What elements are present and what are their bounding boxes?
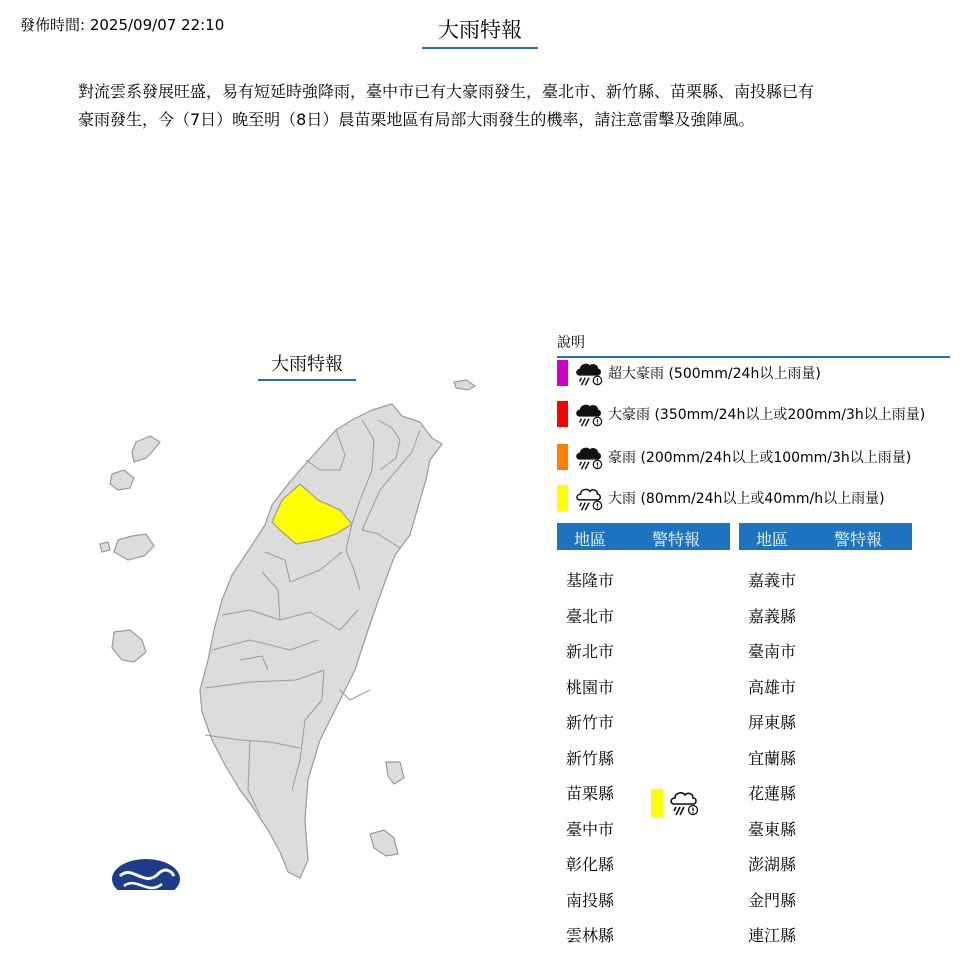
legend-swatch: [557, 485, 568, 511]
legend-item: [557, 399, 925, 429]
legend-swatch: [557, 401, 568, 427]
region-name: 連江縣: [748, 926, 797, 945]
taiwan-island-outline: [200, 404, 442, 878]
publish-time: 發佈時間: 2025/09/07 22:10: [20, 16, 225, 34]
penghu-island: [112, 630, 146, 662]
legend-item: [557, 358, 821, 388]
region-name: 澎湖縣: [748, 855, 797, 874]
legend-label: 大雨 (80mm/24h以上或40mm/h以上雨量): [608, 491, 885, 507]
region-name: 基隆市: [566, 571, 615, 590]
region-name: 高雄市: [748, 677, 797, 697]
legend-swatch: [557, 360, 568, 386]
map-title: 大雨特報: [258, 350, 356, 381]
region-name: 臺中市: [566, 819, 615, 839]
legend-label: 豪雨 (200mm/24h以上或100mm/3h以上雨量): [608, 450, 912, 466]
region-name: 桃園市: [566, 677, 615, 697]
penghu-island: [114, 534, 154, 560]
green-island: [386, 762, 404, 784]
header-warning: 警特報: [834, 530, 883, 549]
kinmen-island: [132, 436, 160, 462]
legend-item: [557, 442, 911, 472]
region-name: 宜蘭縣: [748, 748, 797, 768]
kinmen-island: [110, 470, 134, 490]
orchid-island: [370, 830, 398, 856]
table-header-right: [739, 523, 912, 550]
region-name: 嘉義縣: [748, 606, 797, 626]
penghu-island: [100, 542, 110, 552]
matsu-island: [454, 380, 475, 390]
region-name: 雲林縣: [566, 926, 615, 945]
thunder-heavy-rain-icon: [574, 399, 604, 429]
table-header-left: [557, 523, 730, 550]
region-name: 臺南市: [748, 642, 797, 661]
legend-swatch: [557, 444, 568, 470]
legend-label: 超大豪雨 (500mm/24h以上雨量): [608, 366, 821, 382]
taiwan-main-island: [200, 404, 442, 878]
thunder-heavy-rain-icon: [574, 442, 604, 472]
taiwan-map: [95, 370, 495, 890]
header-region: 地區: [574, 530, 607, 549]
region-name: 新北市: [566, 642, 615, 661]
header-warning: 警特報: [652, 530, 701, 549]
rain-cloud-icon: [574, 483, 604, 513]
header-region: 地區: [756, 530, 789, 549]
region-name: 彰化縣: [566, 855, 615, 874]
region-name: 臺北市: [566, 606, 615, 626]
region-name: 金門縣: [748, 890, 797, 910]
legend-label: 大豪雨 (350mm/24h以上或200mm/3h以上雨量): [608, 407, 926, 423]
region-name: 苗栗縣: [566, 784, 615, 803]
description-line-2: 豪雨發生，今（7日）晚至明（8日）晨苗栗地區有局部大雨發生的機率，請注意雷擊及強陣風。: [78, 110, 755, 129]
region-name: 花蓮縣: [748, 784, 797, 803]
rain-cloud-icon: [668, 786, 700, 818]
legend-title: 說明: [557, 332, 950, 358]
thunder-heavy-rain-icon: [574, 358, 604, 388]
region-name: 新竹縣: [566, 748, 615, 768]
page-title: 大雨特報: [422, 14, 538, 49]
region-name: 屏東縣: [748, 713, 797, 732]
region-name: 臺東縣: [748, 819, 797, 839]
region-name: 南投縣: [566, 890, 615, 910]
region-name: 嘉義市: [748, 571, 797, 590]
warning-description: [78, 78, 898, 134]
legend-item: [557, 483, 885, 513]
warning-swatch: [651, 789, 663, 817]
description-line-1: 對流雲系發展旺盛，易有短延時強降雨，臺中市已有大豪雨發生，臺北市、新竹縣、苗栗縣、南投縣已有: [78, 82, 815, 101]
region-name: 新竹市: [566, 713, 615, 732]
cwa-logo: [112, 859, 180, 890]
